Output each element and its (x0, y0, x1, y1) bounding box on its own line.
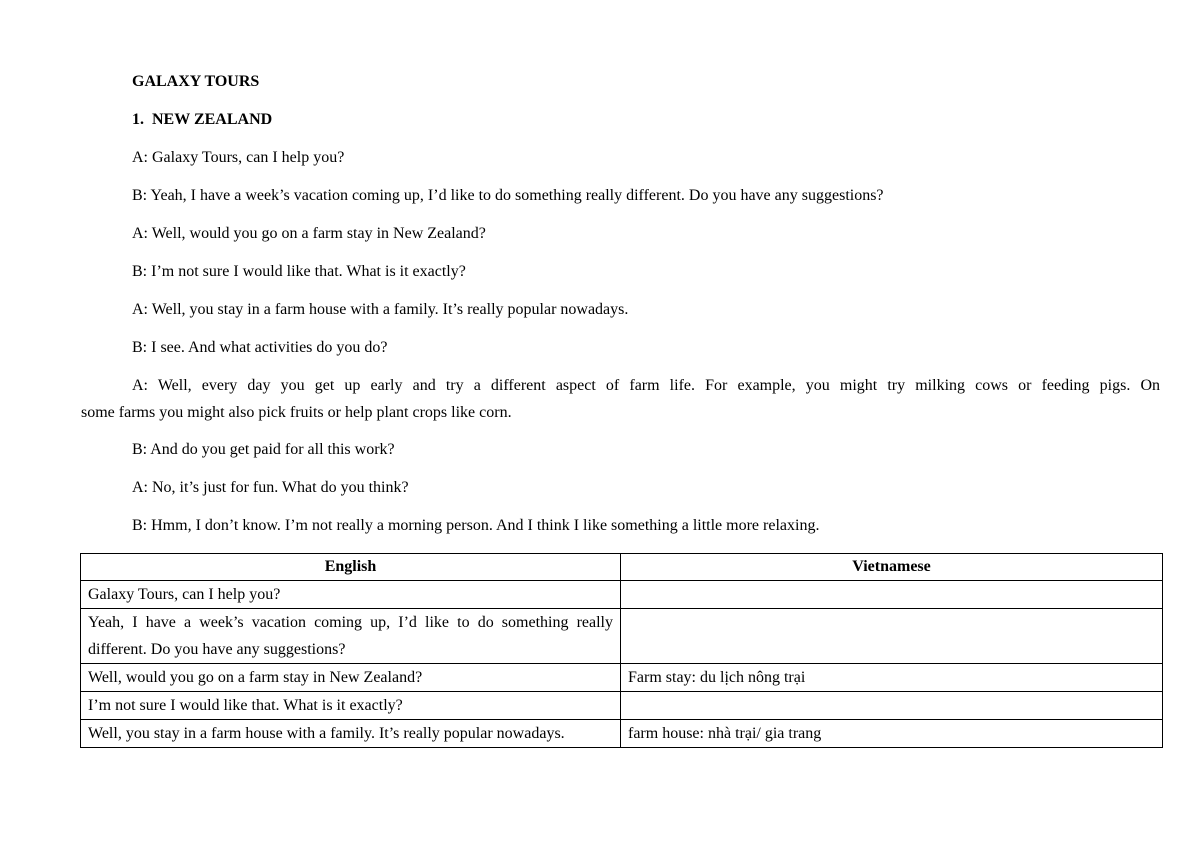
dialogue-line: A: Well, would you go on a farm stay in New Zealand? (132, 225, 486, 242)
table-row (81, 581, 1163, 609)
cell-english: I’m not sure I would like that. What is it exactly? (81, 692, 621, 720)
section-name: NEW ZEALAND (152, 111, 273, 128)
header-english: English (81, 554, 621, 581)
dialogue-line: B: I’m not sure I would like that. What is it exactly? (132, 263, 466, 280)
dialogue-line: A: Galaxy Tours, can I help you? (132, 149, 345, 166)
cell-vietnamese (621, 609, 1163, 664)
cell-english: Well, would you go on a farm stay in New Zealand? (81, 664, 621, 692)
cell-vietnamese (621, 692, 1163, 720)
table-header-row (81, 554, 1163, 581)
header-vietnamese: Vietnamese (621, 554, 1163, 581)
cell-vietnamese: farm house: nhà trại/ gia trang (621, 720, 1163, 748)
cell-english: Well, you stay in a farm house with a family. It’s really popular nowadays. (81, 720, 621, 748)
dialogue-paragraph-line-1: A: Well, every day you get up early and try a different aspect of farm life. For example, you might try milking cows or feeding pigs. On (132, 377, 1160, 394)
cell-english: Yeah, I have a week’s vacation coming up, I’d like to do something really different. Do you have any suggestions? (81, 609, 621, 664)
dialogue-line: A: Well, you stay in a farm house with a family. It’s really popular nowadays. (132, 301, 629, 318)
table-row (81, 609, 1163, 664)
dialogue-paragraph-line-2: some farms you might also pick fruits or help plant crops like corn. (81, 404, 512, 421)
table-row (81, 692, 1163, 720)
dialogue-line: A: No, it’s just for fun. What do you think? (132, 479, 409, 496)
table-row (81, 664, 1163, 692)
document-heading: GALAXY TOURS (132, 73, 260, 90)
table-row (81, 720, 1163, 748)
dialogue-line: B: Hmm, I don’t know. I’m not really a morning person. And I think I like something a little more relaxing. (132, 517, 820, 534)
section-number: 1. (132, 111, 144, 128)
dialogue-line: B: I see. And what activities do you do? (132, 339, 388, 356)
vocabulary-table (80, 553, 1163, 748)
section-title (132, 110, 272, 130)
dialogue-line: B: And do you get paid for all this work? (132, 441, 395, 458)
dialogue-paragraph (81, 372, 1160, 426)
cell-english: Galaxy Tours, can I help you? (81, 581, 621, 609)
cell-vietnamese: Farm stay: du lịch nông trại (621, 664, 1163, 692)
cell-vietnamese (621, 581, 1163, 609)
dialogue-line: B: Yeah, I have a week’s vacation coming up, I’d like to do something really different. Do you have any suggestions? (132, 187, 884, 204)
